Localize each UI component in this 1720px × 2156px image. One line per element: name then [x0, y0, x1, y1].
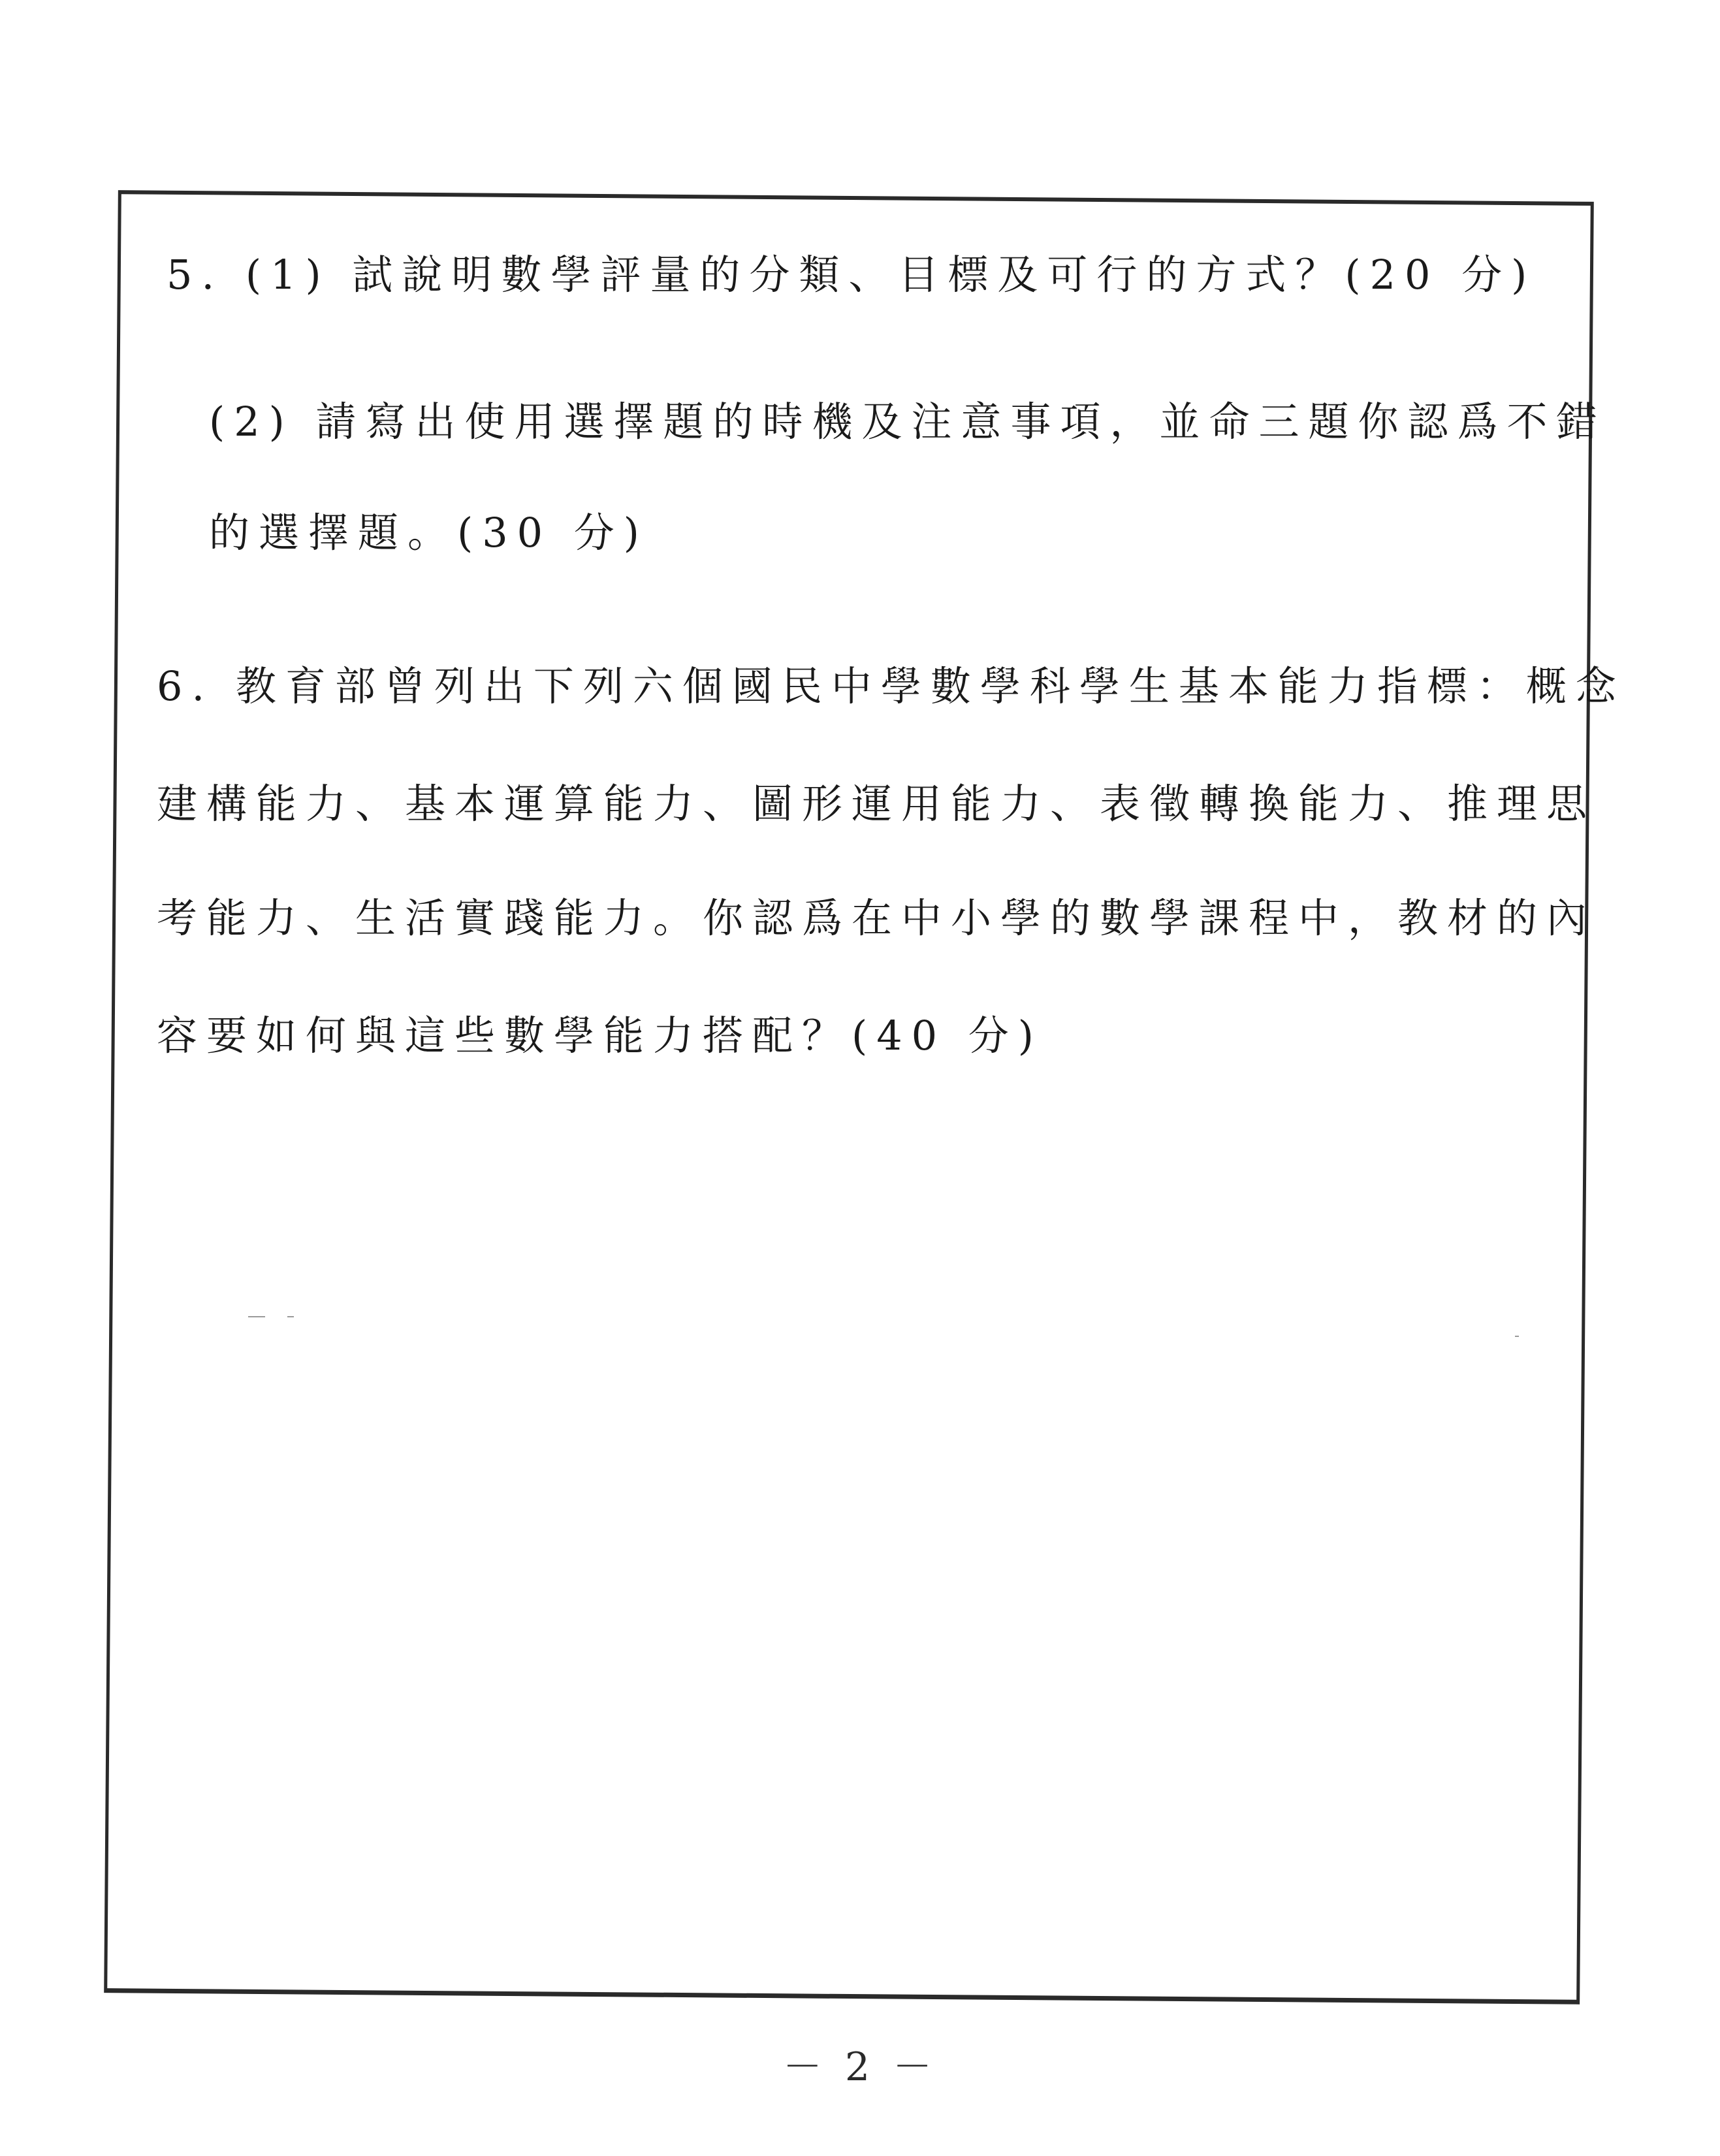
question-6-line-4: 容要如何與這些數學能力搭配？(40 分) — [157, 1012, 1043, 1059]
scan-speck — [287, 1316, 294, 1317]
question-5-part-2-line-2: 的選擇題。(30 分) — [209, 509, 648, 556]
question-6-line-1: 6. 教育部曾列出下列六個國民中學數學科學生基本能力指標：概念 — [157, 662, 1625, 710]
question-5-part-2-line-1: (2) 請寫出使用選擇題的時機及注意事項，並命三題你認爲不錯 — [209, 398, 1606, 445]
scan-speck — [248, 1316, 265, 1317]
answer-frame — [104, 190, 1597, 2004]
question-6-line-2: 建構能力、基本運算能力、圖形運用能力、表徵轉換能力、推理思 — [157, 780, 1597, 828]
scan-speck — [1515, 1336, 1519, 1337]
page-number: － 2 － — [782, 2044, 938, 2090]
question-6-line-3: 考能力、生活實踐能力。你認爲在中小學的數學課程中，教材的內 — [157, 894, 1597, 942]
question-5-part-1: 5. (1) 試說明數學評量的分類、目標及可行的方式？(20 分) — [167, 251, 1537, 298]
